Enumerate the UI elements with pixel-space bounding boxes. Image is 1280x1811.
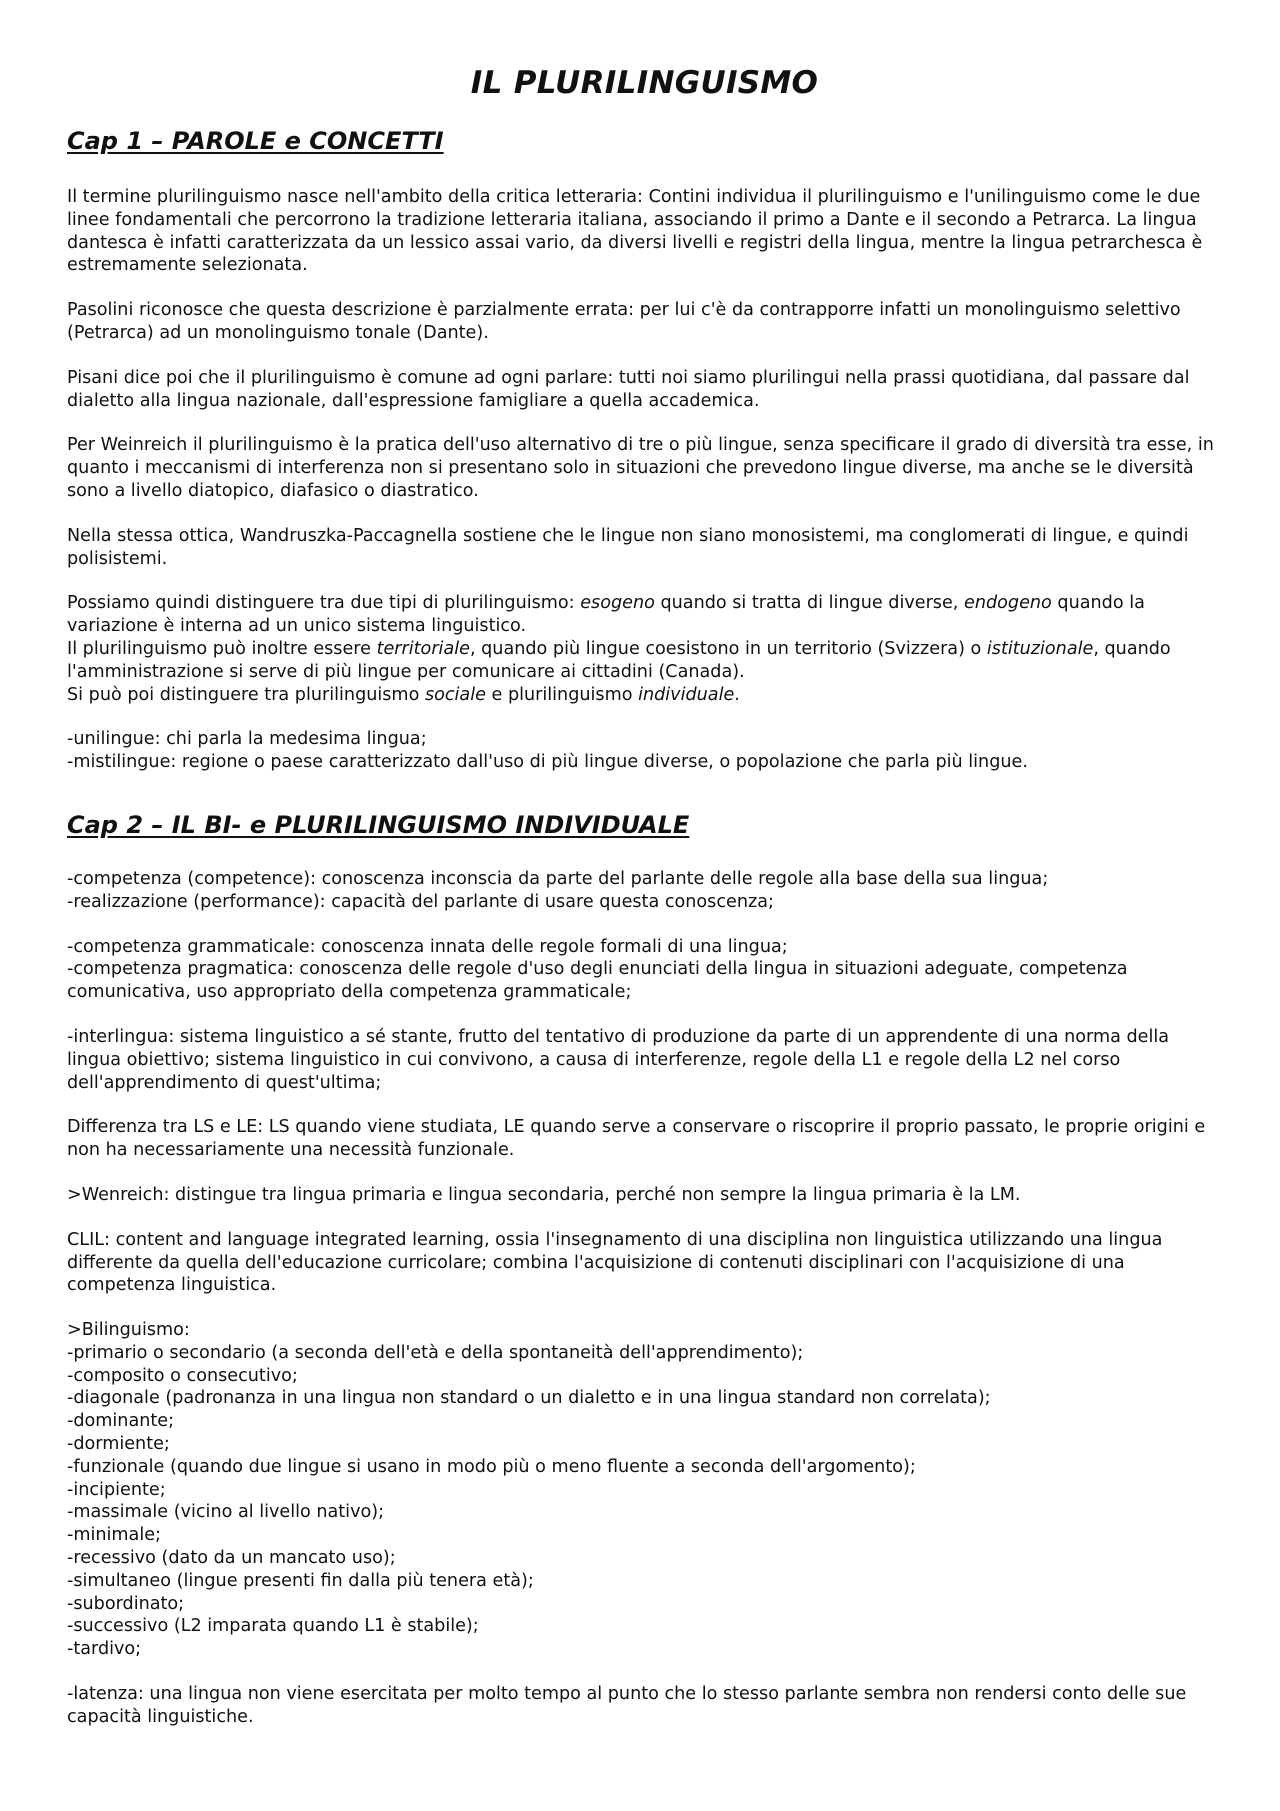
paragraph-pisani: Pisani dice poi che il plurilinguismo è comune ad ogni parlare: tutti noi siamo plurilingui nella prassi quotidiana, dal passare dal dialetto alla lingua nazionale, dall'espressione famigliare a quella accademica. bbox=[67, 367, 1190, 411]
chapter-2-section-grammatical bbox=[67, 936, 1222, 1004]
list-item: -minimale; bbox=[67, 1525, 161, 1546]
term-istituzionale: istituzionale bbox=[986, 638, 1094, 659]
chapter-1-section-contini bbox=[67, 186, 1222, 277]
list-item: -dominante; bbox=[67, 1411, 175, 1432]
chapter-1-section-weinreich bbox=[67, 434, 1222, 502]
paragraph-wandruszka: Nella stessa ottica, Wandruszka-Paccagnella sostiene che le lingue non siano monosistemi, ma conglomerati di lingue, e quindi polisistemi. bbox=[67, 525, 1189, 569]
chapter-2-section-interlingua bbox=[67, 1026, 1222, 1094]
text-run: , quando l'amministrazione si serve di più lingue per comunicare ai cittadini (Canada). bbox=[67, 638, 1171, 682]
definition-interlingua: -interlingua: sistema linguistico a sé stante, frutto del tentativo di produzione da parte di un apprendente di una norma della lingua obiettivo; sistema linguistico in cui convivono, a causa di interferenze, regole della L1 e regole della L2 nel corso dell'apprendimento di quest'ultima; bbox=[67, 1026, 1170, 1093]
definition-competenza-pragmatica: -competenza pragmatica: conoscenza delle regole d'uso degli enunciati della lingua in situazioni adeguate, competenza comunicativa, uso appropriato della competenza grammaticale; bbox=[67, 959, 1128, 1003]
list-item: -incipiente; bbox=[67, 1479, 166, 1500]
list-item: -subordinato; bbox=[67, 1593, 185, 1614]
list-item: -primario o secondario (a seconda dell'età e della spontaneità dell'apprendimento); bbox=[67, 1342, 804, 1363]
text-run: quando la variazione è interna ad un unico sistema linguistico. bbox=[67, 593, 1145, 637]
chapter-2-section-bilinguismo bbox=[67, 1319, 1222, 1661]
term-territoriale: territoriale bbox=[376, 638, 470, 659]
list-item: -recessivo (dato da un mancato uso); bbox=[67, 1548, 396, 1569]
term-esogeno: esogeno bbox=[580, 593, 655, 614]
chapter-2-section-latenza bbox=[67, 1683, 1222, 1729]
paragraph-weinreich: Per Weinreich il plurilinguismo è la pratica dell'uso alternativo di tre o più lingue, senza specificare il grado di diversità tra esse, in quanto i meccanismi di interferenza non si presentano solo in situazioni che prevedono lingue diverse, ma anche se le diversità sono a livello diatopico, diafasico o diastratico. bbox=[67, 435, 1214, 501]
definition-competenza-grammaticale: -competenza grammaticale: conoscenza innata delle regole formali di una lingua; bbox=[67, 936, 788, 957]
text-run: quando si tratta di lingue diverse, bbox=[654, 593, 964, 614]
definition-latenza: -latenza: una lingua non viene esercitata per molto tempo al punto che lo stesso parlante sembra non rendersi conto delle sue capacità linguistiche. bbox=[67, 1684, 1187, 1727]
list-item: -dormiente; bbox=[67, 1434, 170, 1455]
paragraph-ls-le: Differenza tra LS e LE: LS quando viene studiata, LE quando serve a conservare o riscoprire il proprio passato, le proprie origini e non ha necessariamente una necessità funzionale. bbox=[67, 1117, 1206, 1161]
text-run: , quando più lingue coesistono in un territorio (Svizzera) o bbox=[469, 638, 987, 659]
chapter-2-section-clil bbox=[67, 1229, 1222, 1297]
text-run: . bbox=[734, 684, 740, 705]
document-title: IL PLURILINGUISMO bbox=[470, 65, 819, 101]
paragraph-sociale-individuale bbox=[67, 684, 1222, 707]
list-item: -tardivo; bbox=[67, 1639, 142, 1660]
chapter-2-section-ls-le bbox=[67, 1116, 1222, 1162]
list-item: -composito o consecutivo; bbox=[67, 1365, 298, 1386]
paragraph-clil: CLIL: content and language integrated learning, ossia l'insegnamento di una disciplina non linguistica utilizzando una lingua differente da quella dell'educazione curricolare; combina l'acquisizione di contenuti disciplinari con l'acquisizione di una competenza linguistica. bbox=[67, 1229, 1163, 1296]
list-item: -simultaneo (lingue presenti fin dalla più tenera età); bbox=[67, 1570, 534, 1591]
definition-realizzazione: -realizzazione (performance): capacità del parlante di usare questa conoscenza; bbox=[67, 891, 774, 912]
text-run: Il plurilinguismo può inoltre essere bbox=[67, 638, 377, 659]
paragraph-territoriale-istituzionale bbox=[67, 638, 1222, 684]
definition-mistilingue: -mistilingue: regione o paese caratterizzato dall'uso di più lingue diverse, o popolazione che parla più lingue. bbox=[67, 752, 1028, 773]
definition-competenza: -competenza (competence): conoscenza inconscia da parte del parlante delle regole alla base della sua lingua; bbox=[67, 868, 1049, 889]
paragraph-esogeno-endogeno bbox=[67, 592, 1222, 638]
list-item: -diagonale (padronanza in una lingua non standard o un dialetto e in una lingua standard non correlata); bbox=[67, 1388, 991, 1409]
list-item: -successivo (L2 imparata quando L1 è stabile); bbox=[67, 1616, 479, 1637]
chapter-1-section-types bbox=[67, 592, 1222, 706]
term-sociale: sociale bbox=[424, 684, 486, 705]
chapter-1-section-pasolini bbox=[67, 299, 1222, 345]
chapter-2-heading: Cap 2 – IL BI- e PLURILINGUISMO INDIVIDUALE bbox=[67, 810, 690, 839]
list-item: -massimale (vicino al livello nativo); bbox=[67, 1502, 385, 1523]
text-run: e plurilinguismo bbox=[485, 684, 639, 705]
term-individuale: individuale bbox=[638, 684, 735, 705]
paragraph-wenreich: >Wenreich: distingue tra lingua primaria e lingua secondaria, perché non sempre la lingua primaria è la LM. bbox=[67, 1184, 1021, 1205]
definition-unilingue: -unilingue: chi parla la medesima lingua; bbox=[67, 729, 427, 750]
list-item: -funzionale (quando due lingue si usano in modo più o meno fluente a seconda dell'argomento); bbox=[67, 1456, 916, 1477]
bilinguismo-heading: >Bilinguismo: bbox=[67, 1320, 190, 1341]
paragraph-pasolini: Pasolini riconosce che questa descrizione è parzialmente errata: per lui c'è da contrapporre infatti un monolinguismo selettivo (Petrarca) ad un monolinguismo tonale (Dante). bbox=[67, 300, 1181, 343]
chapter-1-section-definitions bbox=[67, 728, 1222, 774]
text-run: Possiamo quindi distinguere tra due tipi di plurilinguismo: bbox=[67, 593, 581, 614]
chapter-2-section-wenreich bbox=[67, 1184, 1222, 1207]
text-run: Si può poi distinguere tra plurilinguismo bbox=[67, 684, 425, 705]
chapter-1-section-wandruszka bbox=[67, 525, 1222, 571]
chapter-2-section-competence bbox=[67, 868, 1222, 914]
paragraph-contini: Il termine plurilinguismo nasce nell'ambito della critica letteraria: Contini individua il plurilinguismo e l'unilinguismo come le due linee fondamentali che percorrono la tradizione letteraria italiana, associando il primo a Dante e il secondo a Petrarca. La lingua dantesca è infatti caratterizzata da un lessico assai vario, da diversi livelli e registri della lingua, mentre la lingua petrarchesca è estremamente selezionata. bbox=[67, 187, 1203, 276]
chapter-1-heading: Cap 1 – PAROLE e CONCETTI bbox=[67, 127, 444, 155]
term-endogeno: endogeno bbox=[964, 593, 1052, 614]
chapter-1-section-pisani bbox=[67, 367, 1222, 413]
